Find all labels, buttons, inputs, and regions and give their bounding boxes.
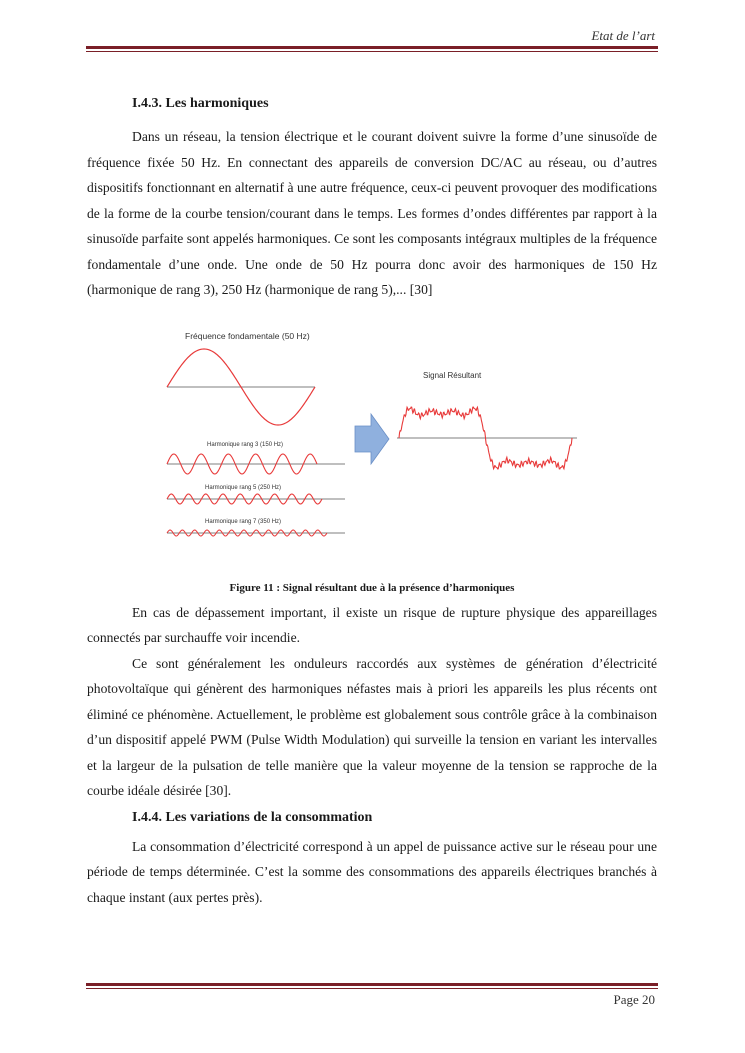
page-number: Page 20 [613,992,655,1007]
section-heading: I.4.3. Les harmoniques [132,96,269,111]
h3-label: Harmonique rang 3 (150 Hz) [207,441,284,448]
h7-label: Harmonique rang 7 (350 Hz) [205,518,282,525]
header-rule [86,46,658,52]
h5-label: Harmonique rang 5 (250 Hz) [205,484,282,491]
figure-caption: Figure 11 : Signal résultant due à la présence d’harmoniques [229,581,515,594]
paragraph: Dans un réseau, la tension électrique et le courant doivent suivre la forme d’une sinusoïde de fréquence fixée 50 Hz. En connectant des appareils de conversion DC/AC au réseau, ou d’autres dispositifs fonctionnant en alternatif à une autre fréquence, ceux-ci peuvent provoquer des modifications de la forme de la courbe tension/courant dans le temps. Les formes d’ondes différentes par rapport à la sinusoïde parfaite sont appelés harmoniques. Ce sont les composants intégraux multiples de la fréquence fondamentale d’une onde. Une onde de 50 Hz pourra donc avoir des harmoniques de 150 Hz (harmonique de rang 3), 250 Hz (harmonique de rang 5),... [30] [87,129,657,297]
fundamental-label: Fréquence fondamentale (50 Hz) [185,330,310,341]
running-header: Etat de l’art [591,28,655,43]
paragraph: La consommation d’électricité correspond à un appel de puissance active sur le réseau pour une période de temps déterminée. C’est la somme des consommations des appareils électriques branchés à chaque instant (aux pertes près). [87,838,657,905]
harmonics-diagram [157,325,587,565]
page-body [87,94,657,910]
harmonics-figure [87,325,657,570]
result-label: Signal Résultant [423,370,482,380]
paragraph: Ce sont généralement les onduleurs raccordés aux systèmes de génération d’électricité photovoltaïque qui génèrent des harmoniques néfastes mais à priori les appareils les plus récents ont éliminé ce phénomène. Actuellement, le problème est globalement sous contrôle grâce à la combinaison d’un dispositif appelé PWM (Pulse Width Modulation) qui surveille la tension en variant les intervalles et la largeur de la pulsation de telle manière que la valeur moyenne de la tension se rapproche de la courbe idéale désirée [30]. [87,655,657,798]
paragraph: En cas de dépassement important, il existe un risque de rupture physique des appareillages connectés par surchauffe voir incendie. [87,604,657,645]
footer-rule [86,983,658,989]
right-arrow-icon [355,414,389,464]
section-heading: I.4.4. Les variations de la consommation [132,809,373,825]
